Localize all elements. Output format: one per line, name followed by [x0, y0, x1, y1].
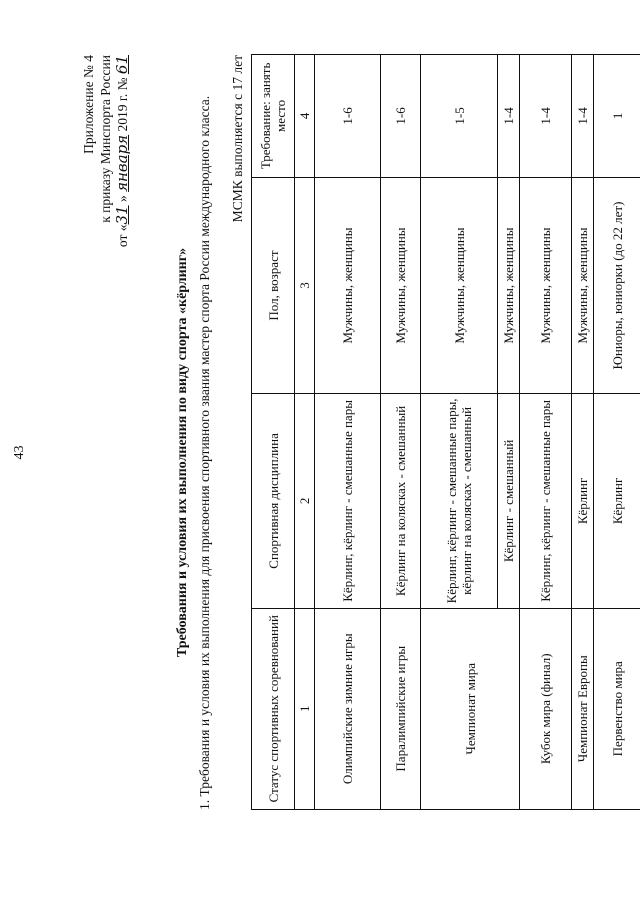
table-header-row [252, 55, 295, 810]
table-number-row [295, 55, 315, 810]
document-title: Требования и условия их выполнения по виду спорта «кёрлинг» [175, 247, 190, 658]
date-day: 31 [113, 205, 131, 225]
cell-gender: Мужчины, женщины [520, 177, 572, 394]
date-mid: » [115, 195, 130, 203]
cell-place: 1-4 [572, 55, 594, 178]
table-row [421, 55, 498, 810]
cell-status: Чемпионат мира [421, 608, 520, 809]
appendix-date [114, 55, 131, 355]
table-row [520, 55, 572, 810]
header-discipline: Спортивная дисциплина [252, 394, 295, 608]
cell-status: Чемпионат Европы [572, 608, 594, 809]
col-number: 4 [295, 55, 315, 178]
cell-gender: Мужчины, женщины [572, 177, 594, 394]
appendix-line2: к приказу Минспорта России [98, 55, 113, 223]
table-row [572, 55, 594, 810]
date-year: 2019 г. № [115, 77, 130, 132]
table-row [315, 55, 381, 810]
cell-gender: Мужчины, женщины [381, 177, 421, 394]
appendix-header [80, 55, 131, 355]
col-number: 2 [295, 394, 315, 608]
cell-gender: Мужчины, женщины [315, 177, 381, 394]
cell-place: 1-4 [520, 55, 572, 178]
appendix-line1: Приложение № 4 [81, 55, 96, 154]
age-note: МСМК выполняется с 17 лет [230, 55, 245, 223]
col-number: 1 [295, 608, 315, 809]
cell-status: Олимпийские зимние игры [315, 608, 381, 809]
intro-paragraph: 1. Требования и условия их выполнения для присвоения спортивного звания мастер спорта России международного класса. [197, 95, 212, 810]
order-number: 61 [113, 55, 131, 75]
requirements-table [251, 54, 640, 810]
cell-discipline: Кёрлинг [594, 394, 640, 608]
header-place: Требование: занять место [252, 55, 295, 178]
cell-place: 1-4 [498, 55, 520, 178]
cell-place: 1-6 [381, 55, 421, 178]
header-gender: Пол, возраст [252, 177, 295, 394]
date-month: января [113, 134, 131, 192]
table-row [381, 55, 421, 810]
header-status: Статус спортивных соревнований [252, 608, 295, 809]
cell-place: 1 [594, 55, 640, 178]
table-row [594, 55, 640, 810]
cell-discipline: Кёрлинг [572, 394, 594, 608]
cell-place: 1-5 [421, 55, 498, 178]
col-number: 3 [295, 177, 315, 394]
date-prefix: от « [115, 224, 130, 248]
page-number: 43 [12, 445, 27, 460]
cell-status: Первенство мира [594, 608, 640, 809]
cell-discipline: Кёрлинг на колясках - смешанный [381, 394, 421, 608]
cell-discipline: Кёрлинг, кёрлинг - смешанные пары [315, 394, 381, 608]
cell-discipline: Кёрлинг, кёрлинг - смешанные пары, кёрлинг на колясках - смешанный [421, 394, 498, 608]
cell-discipline: Кёрлинг, кёрлинг - смешанные пары [520, 394, 572, 608]
cell-place: 1-6 [315, 55, 381, 178]
cell-status: Паралимпийские игры [381, 608, 421, 809]
cell-status: Кубок мира (финал) [520, 608, 572, 809]
cell-gender: Мужчины, женщины [421, 177, 498, 394]
cell-gender: Мужчины, женщины [498, 177, 520, 394]
cell-gender: Юниоры, юниорки (до 22 лет) [594, 177, 640, 394]
cell-discipline: Кёрлинг - смешанный [498, 394, 520, 608]
